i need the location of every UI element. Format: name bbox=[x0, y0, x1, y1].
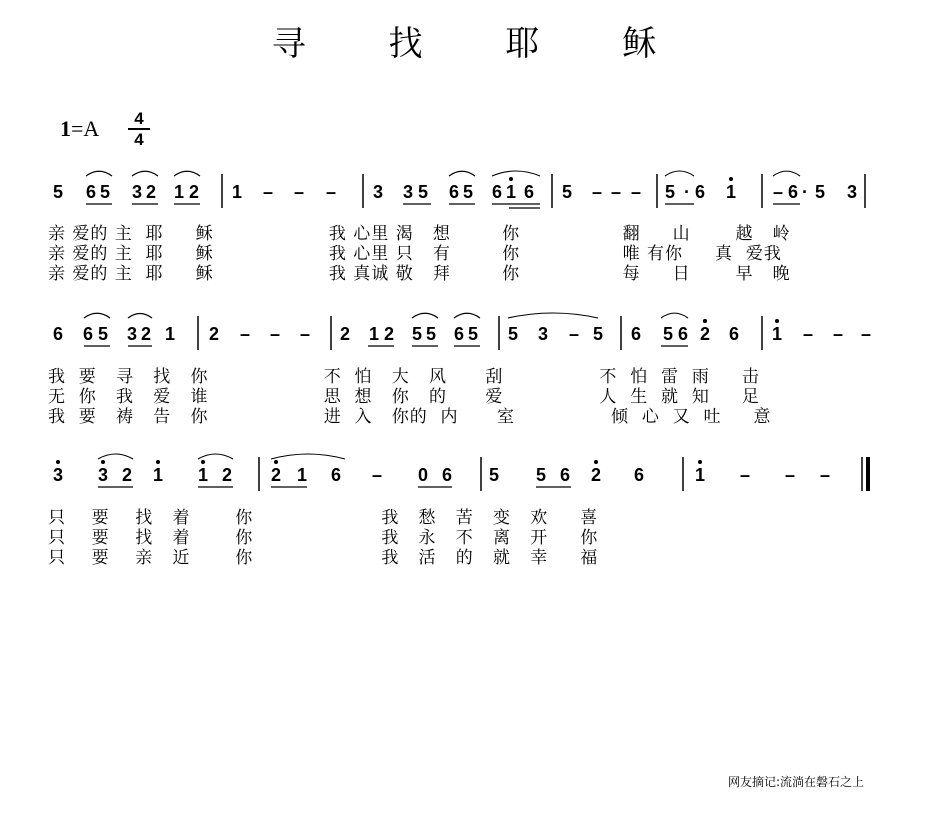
slur-arc bbox=[271, 454, 345, 459]
note: 3 bbox=[126, 324, 138, 344]
dash-extension: – bbox=[819, 465, 831, 485]
slur-arc bbox=[773, 171, 800, 176]
dash-extension: – bbox=[325, 182, 337, 202]
octave-dot bbox=[201, 460, 205, 464]
dash-extension: – bbox=[772, 182, 784, 202]
octave-dot bbox=[509, 177, 513, 181]
time-sig-top: 4 bbox=[134, 109, 144, 128]
note: 3 bbox=[846, 182, 858, 202]
note: 6 bbox=[330, 465, 342, 485]
lyric-line: 亲 爱的 主 耶 稣 我 真诚 敬 拜 你 每 日 早 晚 bbox=[48, 264, 791, 284]
lyric-line: 我 要 祷 告 你 进 入 你的 内 室 倾 心 又 吐 意 bbox=[48, 407, 772, 427]
note: 1 bbox=[505, 182, 517, 202]
note: 3 bbox=[537, 324, 549, 344]
time-sig-bottom: 4 bbox=[134, 130, 144, 149]
slur-arc bbox=[665, 171, 694, 176]
note: 2 bbox=[145, 182, 157, 202]
note: 3 bbox=[372, 182, 384, 202]
note: 6 bbox=[523, 182, 535, 202]
slur-arc bbox=[661, 313, 688, 318]
dash-extension: – bbox=[371, 465, 383, 485]
note: 2 bbox=[188, 182, 200, 202]
note: 5 bbox=[814, 182, 826, 202]
lyric-line: 只 要 亲 近 你 我 活 的 就 幸 福 bbox=[48, 548, 599, 568]
note: 3 bbox=[52, 465, 64, 485]
note: 1 bbox=[771, 324, 783, 344]
lyric-line: 只 要 找 着 你 我 愁 苦 变 欢 喜 bbox=[48, 508, 599, 528]
note: 5 bbox=[662, 324, 674, 344]
dot-extension: · bbox=[684, 182, 690, 202]
note: 6 bbox=[448, 182, 460, 202]
note: 6 bbox=[82, 324, 94, 344]
note: 1 bbox=[368, 324, 380, 344]
note: 6 bbox=[677, 324, 689, 344]
note: 2 bbox=[270, 465, 282, 485]
dash-extension: – bbox=[802, 324, 814, 344]
note: 0 bbox=[417, 465, 429, 485]
slur-arc bbox=[132, 171, 158, 176]
note: 3 bbox=[97, 465, 109, 485]
slur-arc bbox=[98, 454, 133, 459]
dash-extension: – bbox=[860, 324, 872, 344]
dash-extension: – bbox=[784, 465, 796, 485]
dash-extension: – bbox=[262, 182, 274, 202]
octave-dot bbox=[729, 177, 733, 181]
slur-arc bbox=[174, 171, 200, 176]
note: 2 bbox=[140, 324, 152, 344]
octave-dot bbox=[156, 460, 160, 464]
slur-arc bbox=[454, 313, 480, 318]
note: 1 bbox=[197, 465, 209, 485]
note: 2 bbox=[699, 324, 711, 344]
note: 6 bbox=[694, 182, 706, 202]
note: 5 bbox=[411, 324, 423, 344]
octave-dot bbox=[775, 319, 779, 323]
octave-dot bbox=[703, 319, 707, 323]
note: 5 bbox=[425, 324, 437, 344]
note: 5 bbox=[507, 324, 519, 344]
note: 5 bbox=[488, 465, 500, 485]
slur-arc bbox=[492, 171, 540, 176]
note: 3 bbox=[402, 182, 414, 202]
note: 5 bbox=[592, 324, 604, 344]
note: 2 bbox=[590, 465, 602, 485]
note: 2 bbox=[383, 324, 395, 344]
note: 6 bbox=[559, 465, 571, 485]
note: 6 bbox=[728, 324, 740, 344]
note: 1 bbox=[694, 465, 706, 485]
dot-extension: · bbox=[802, 182, 808, 202]
slur-arc bbox=[412, 313, 438, 318]
note: 1 bbox=[173, 182, 185, 202]
note: 2 bbox=[121, 465, 133, 485]
slur-arc bbox=[449, 171, 475, 176]
note: 6 bbox=[633, 465, 645, 485]
note: 2 bbox=[221, 465, 233, 485]
note: 5 bbox=[52, 182, 64, 202]
note: 5 bbox=[417, 182, 429, 202]
lyric-line: 无 你 我 爱 谁 思 想 你 的 爱 人 生 就 知 足 bbox=[48, 387, 760, 407]
note: 1 bbox=[152, 465, 164, 485]
note: 2 bbox=[339, 324, 351, 344]
note: 5 bbox=[561, 182, 573, 202]
note: 3 bbox=[131, 182, 143, 202]
octave-dot bbox=[56, 460, 60, 464]
octave-dot bbox=[274, 460, 278, 464]
note: 5 bbox=[462, 182, 474, 202]
lyric-line: 亲 爱的 主 耶 稣 我 心里 渴 想 你 翻 山 越 岭 bbox=[48, 224, 791, 244]
note: 2 bbox=[208, 324, 220, 344]
footer-credit: 网友摘记:流淌在磐石之上 bbox=[727, 775, 864, 789]
note: 6 bbox=[630, 324, 642, 344]
note: 6 bbox=[491, 182, 503, 202]
note: 5 bbox=[467, 324, 479, 344]
note: 6 bbox=[52, 324, 64, 344]
dash-extension: – bbox=[591, 182, 603, 202]
note: 1 bbox=[231, 182, 243, 202]
note: 6 bbox=[441, 465, 453, 485]
slur-arc bbox=[84, 313, 110, 318]
dash-extension: – bbox=[610, 182, 622, 202]
note: 1 bbox=[296, 465, 308, 485]
note: 5 bbox=[664, 182, 676, 202]
slur-arc bbox=[508, 313, 598, 318]
note: 1 bbox=[725, 182, 737, 202]
dash-extension: – bbox=[299, 324, 311, 344]
lyric-line: 我 要 寻 找 你 不 怕 大 风 刮 不 怕 雷 雨 击 bbox=[48, 367, 760, 387]
note: 6 bbox=[453, 324, 465, 344]
dash-extension: – bbox=[739, 465, 751, 485]
slur-arc bbox=[128, 314, 152, 319]
note: 5 bbox=[535, 465, 547, 485]
octave-dot bbox=[101, 460, 105, 464]
dash-extension: – bbox=[832, 324, 844, 344]
lyric-line: 亲 爱的 主 耶 稣 我 心里 只 有 你 唯 有你 真 爱我 bbox=[48, 244, 782, 264]
note: 5 bbox=[97, 324, 109, 344]
key-number: 1 bbox=[60, 116, 71, 141]
octave-dot bbox=[698, 460, 702, 464]
key-note: A bbox=[83, 116, 100, 141]
key-equals: = bbox=[71, 116, 84, 141]
octave-dot bbox=[594, 460, 598, 464]
slur-arc bbox=[198, 454, 233, 459]
dash-extension: – bbox=[269, 324, 281, 344]
note: 5 bbox=[99, 182, 111, 202]
dash-extension: – bbox=[568, 324, 580, 344]
dash-extension: – bbox=[239, 324, 251, 344]
song-title: 寻 找 耶 稣 bbox=[271, 24, 693, 64]
dash-extension: – bbox=[630, 182, 642, 202]
lyric-line: 只 要 找 着 你 我 永 不 离 开 你 bbox=[48, 528, 599, 548]
note: 6 bbox=[85, 182, 97, 202]
dash-extension: – bbox=[293, 182, 305, 202]
note: 1 bbox=[164, 324, 176, 344]
slur-arc bbox=[86, 171, 112, 176]
note: 6 bbox=[787, 182, 799, 202]
